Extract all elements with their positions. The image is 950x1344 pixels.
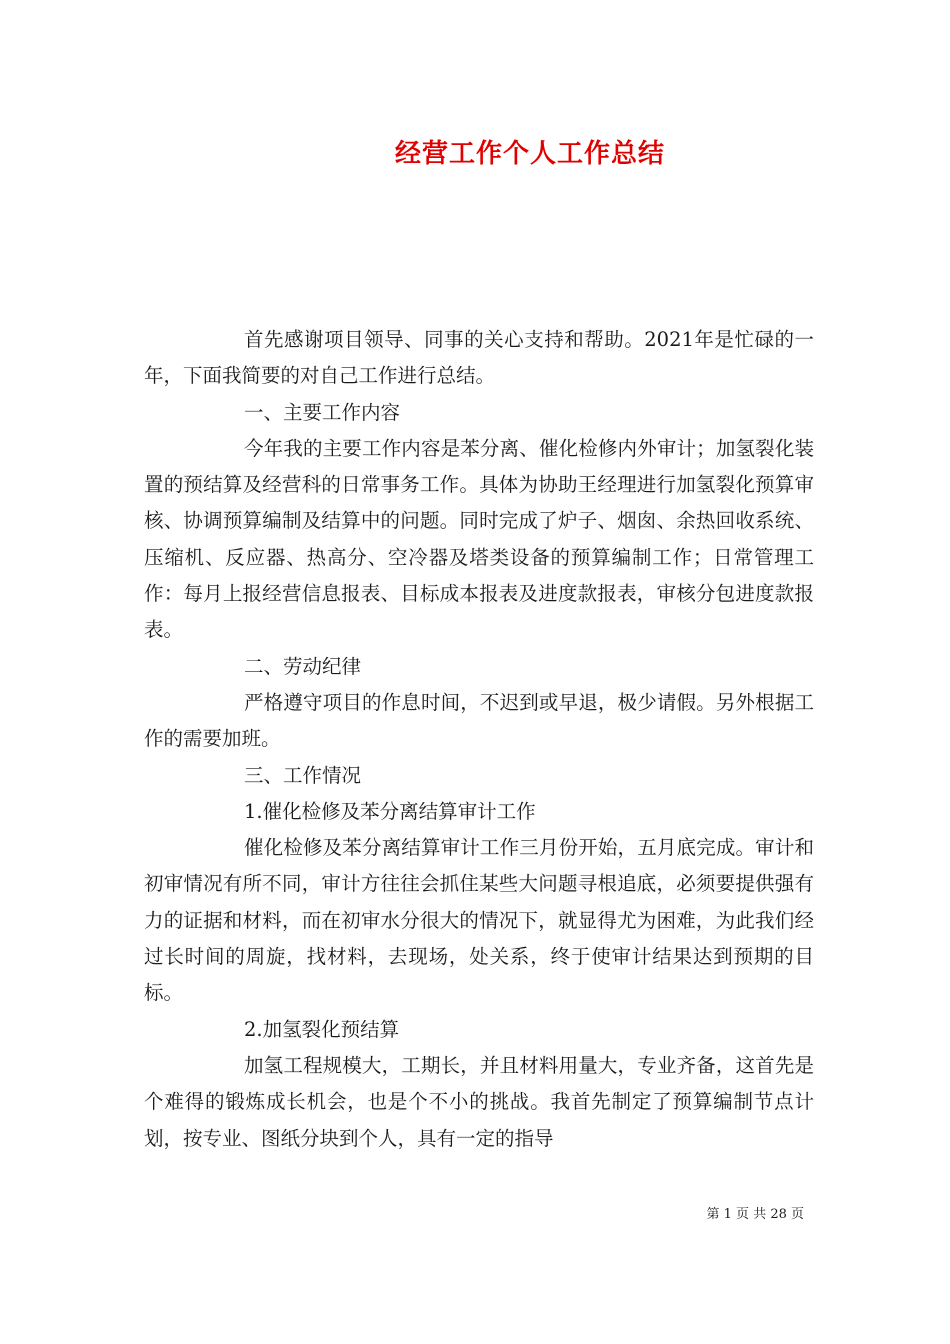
paragraph-audit: 催化检修及苯分离结算审计工作三月份开始，五月底完成。审计和初审情况有所不同，审计方往往会抓住某些大问题寻根追底，必须要提供强有力的证据和材料，而在初审水分很大的情况下，就显得尤为困难，为此我们经过长时间的周旋，找材料，去现场，处关系，终于使审计结果达到预期的目标。 [144,836,814,1005]
section-heading-work-status: 三、工作情况 [244,763,362,787]
page-title: 经营工作个人工作总结 [394,139,665,169]
section-heading-main-work: 一、主要工作内容 [244,400,401,424]
paragraph-discipline: 严格遵守项目的作息时间，不迟到或早退，极少请假。另外根据工作的需要加班。 [144,690,814,751]
page-footer: 第 1 页 共 28 页 [706,1207,804,1222]
subsection-heading-hydrocracking: 2.加氢裂化预结算 [244,1017,400,1041]
paragraph-intro: 首先感谢项目领导、同事的关心支持和帮助。2021年是忙碌的一年，下面我简要的对自己工作进行总结。 [144,328,814,388]
section-heading-discipline: 二、劳动纪律 [244,654,362,678]
paragraph-hydrocracking: 加氢工程规模大，工期长，并且材料用量大，专业齐备，这首先是个难得的锻炼成长机会，也是个不小的挑战。我首先制定了预算编制节点计划，按专业、图纸分块到个人，具有一定的指导 [144,1053,814,1150]
subsection-heading-audit: 1.催化检修及苯分离结算审计工作 [244,799,536,823]
paragraph-main-work: 今年我的主要工作内容是苯分离、催化检修内外审计；加氢裂化装置的预结算及经营科的日常事务工作。具体为协助王经理进行加氢裂化预算审核、协调预算编制及结算中的问题。同时完成了炉子、烟囱、余热回收系统、压缩机、反应器、热高分、空冷器及塔类设备的预算编制工作；日常管理工作：每月上报经营信息报表、目标成本报表及进度款报表，审核分包进度款报表。 [144,436,814,642]
document-body [144,322,814,1157]
